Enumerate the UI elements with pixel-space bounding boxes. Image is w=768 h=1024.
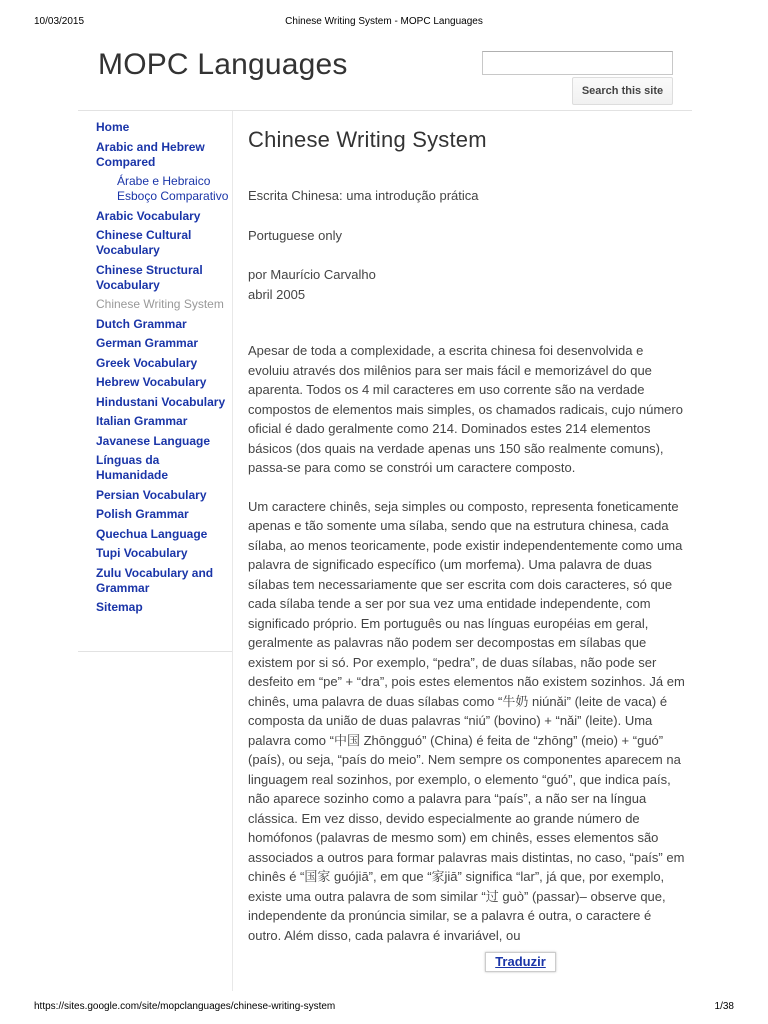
sidebar-item-greek-vocabulary[interactable]: Greek Vocabulary	[96, 355, 198, 370]
sidebar-item-sitemap[interactable]: Sitemap	[96, 600, 143, 614]
print-page-number: 1/38	[714, 1001, 734, 1012]
page-title: Chinese Writing System	[248, 127, 487, 152]
sidebar-item-persian-vocabulary[interactable]: Persian Vocabulary	[96, 487, 207, 502]
sidebar-item-hebrew-vocabulary[interactable]: Hebrew Vocabulary	[96, 375, 207, 389]
sidebar-item-linguas-da-humanidade[interactable]: Línguas da Humanidade	[96, 453, 169, 482]
sidebar-item-german-grammar[interactable]: German Grammar	[96, 336, 199, 350]
author-line: por Maurício Carvalho	[248, 267, 376, 282]
site-title[interactable]: MOPC Languages	[98, 48, 348, 81]
body-paragraph: Um caractere chinês, seja simples ou composto, representa foneticamente apenas e tão somente uma sílaba, sendo que na estrutura chinesa, cada sílaba, ao menos teoricamente, pode existir independentemente como uma palavra de significado específico (um morfema). Uma palavra de duas sílabas tem necessariamente que ser escrita com dois caracteres, só que cada sílaba tende a ser por sua vez uma entidade independente, com significado próprio. Em português ou nas línguas européias em geral, geralmente as palavras não podem ser decompostas em sílabas que existem por si só. Por exemplo, “pedra”, de duas sílabas, não pode ser desfeito em “pe” + “dra”, pois estes elementos não existem sozinhos. Já em chinês, uma palavra de duas sílabas como “牛奶 niúnǎi” (leite de vaca) é composta da união de duas palavras “niú” (bovino) + “nǎi” (leite). Uma palavra como “中国 Zhōngguó” (China) é feita de “zhōng” (meio) + “guó” (país), ou seja, “país do meio”. Nem sempre os componentes aparecem na linguagem real sozinhos, por exemplo, o elemento “guó”, que indica país, não aparece sozinho como a palavra para “país”, a não ser na língua clássica. Em vez disso, devido especialmente ao grande número de homófonos (palavras de mesmo som) em chinês, esses elementos são associados a outros para formar palavras mais distintas, no caso, “país” em chinês é “国家 guójiā”, em que “家jiā” significa “lar”, já que, por exemplo, existe uma outra palavra de som similar “过 guò” (passar)– observe que, independente da pronúncia similar, se a palavra é outra, o caractere é outro. Além disso, cada palavra é invariável, ou	[248, 498, 685, 943]
sidebar-nav	[96, 120, 232, 620]
print-doc-title: Chinese Writing System - MOPC Languages	[285, 16, 483, 27]
sidebar-item-chinese-writing-system: Chinese Writing System	[96, 297, 224, 311]
publication-date: abril 2005	[248, 286, 306, 302]
sidebar-item-home[interactable]: Home	[96, 120, 130, 134]
sidebar-item-tupi-vocabulary[interactable]: Tupi Vocabulary	[96, 546, 188, 560]
print-date: 10/03/2015	[34, 16, 85, 27]
language-note: Portuguese only	[248, 227, 342, 243]
sidebar-item-quechua-language[interactable]: Quechua Language	[96, 526, 208, 541]
print-header	[0, 0, 768, 30]
page-subtitle: Escrita Chinesa: uma introdução prática	[248, 188, 479, 203]
translate-button[interactable]: Traduzir	[485, 952, 556, 972]
body-paragraph: Apesar de toda a complexidade, a escrita chinesa foi desenvolvida e evoluiu através dos milênios para ser mais fácil e memorizável do que aparenta. Todos os 4 mil caracteres em uso corrente são na verdade compostos de elementos mais simples, os chamados radicais, cujo número oficial é dado geralmente como 214. Dominados estes 214 elementos básicos (dos quais na verdade apenas uns 150 são realmente comuns), passa-se para como se constrói um caractere composto.	[248, 343, 683, 475]
sidebar-item-arabic-hebrew-compared[interactable]: Arabic and Hebrew Compared	[96, 139, 205, 169]
search-input[interactable]	[482, 51, 673, 75]
sidebar-subitem-arabe-hebraico[interactable]: Árabe e Hebraico Esboço Comparativo	[117, 174, 229, 203]
sidebar-item-zulu-vocabulary-grammar[interactable]: Zulu Vocabulary and Grammar	[96, 565, 214, 595]
header-divider	[78, 110, 692, 111]
sidebar-item-javanese-language[interactable]: Javanese Language	[96, 433, 211, 448]
sidebar-item-arabic-vocabulary[interactable]: Arabic Vocabulary	[96, 208, 201, 223]
sidebar-bottom-divider	[78, 651, 232, 652]
sidebar-item-chinese-cultural-vocabulary[interactable]: Chinese Cultural Vocabulary	[96, 228, 192, 257]
sidebar-item-chinese-structural-vocabulary[interactable]: Chinese Structural Vocabulary	[96, 262, 203, 292]
page-content	[248, 186, 688, 945]
sidebar-item-dutch-grammar[interactable]: Dutch Grammar	[96, 316, 187, 331]
search-button[interactable]: Search this site	[572, 77, 673, 105]
print-url: https://sites.google.com/site/mopclanguages/chinese-writing-system	[34, 1001, 336, 1012]
sidebar-divider	[232, 111, 233, 991]
sidebar-item-polish-grammar[interactable]: Polish Grammar	[96, 507, 189, 521]
print-footer	[0, 994, 768, 1024]
sidebar-item-italian-grammar[interactable]: Italian Grammar	[96, 414, 188, 428]
sidebar-item-hindustani-vocabulary[interactable]: Hindustani Vocabulary	[96, 394, 226, 409]
